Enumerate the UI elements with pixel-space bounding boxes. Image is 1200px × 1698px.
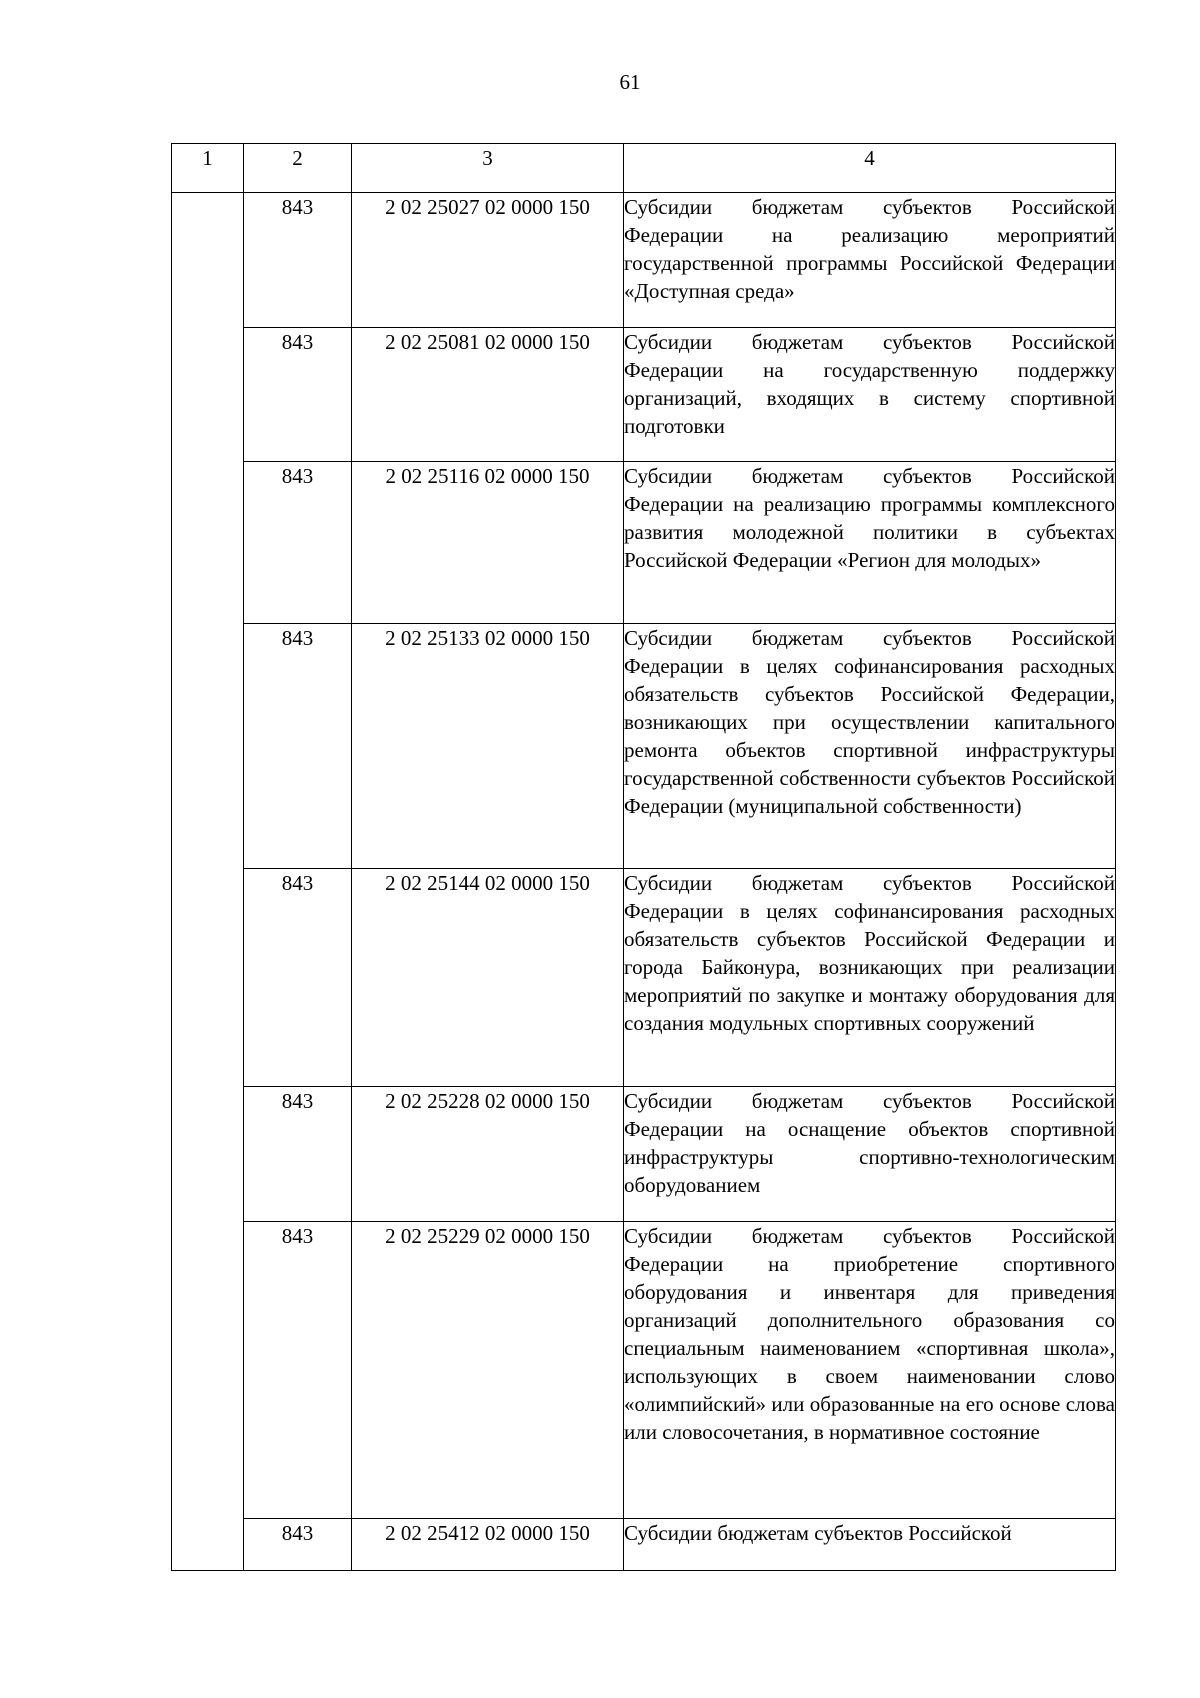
column-header-3: 3 [352,144,624,193]
description-cell: Субсидии бюджетам субъектов Российской Федерации на оснащение объектов спортивной инфраструктуры спортивно-технологическим оборудованием [624,1087,1116,1222]
table-row [172,193,1116,328]
description-cell: Субсидии бюджетам субъектов Российской Федерации на реализацию программы комплексного развития молодежной политики в субъектах Российской Федерации «Регион для молодых» [624,462,1116,624]
description-cell: Субсидии бюджетам субъектов Российской Федерации на приобретение спортивного оборудования и инвентаря для приведения организаций дополнительного образования со специальным наименованием «спортивная школа», использующих в своем наименовании слово «олимпийский» или образованные на его основе слова или словосочетания, в нормативное состояние [624,1222,1116,1519]
admin-code-cell: 843 [244,1519,352,1571]
budget-code-cell: 2 02 25027 02 0000 150 [352,193,624,328]
admin-code-cell: 843 [244,1087,352,1222]
admin-code-cell: 843 [244,1222,352,1519]
budget-table [171,143,1116,1571]
description-cell: Субсидии бюджетам субъектов Российской Федерации на государственную поддержку организаций, входящих в систему спортивной подготовки [624,328,1116,462]
column-header-4: 4 [624,144,1116,193]
description-cell: Субсидии бюджетам субъектов Российской Федерации в целях софинансирования расходных обязательств субъектов Российской Федерации, возникающих при осуществлении капитального ремонта объектов спортивной инфраструктуры государственной собственности субъектов Российской Федерации (муниципальной собственности) [624,624,1116,869]
column-header-1: 1 [172,144,244,193]
admin-code-cell: 843 [244,193,352,328]
table-row [172,869,1116,1087]
column-1-cell [172,193,244,1571]
description-cell: Субсидии бюджетам субъектов Российской Федерации на реализацию мероприятий государственной программы Российской Федерации «Доступная среда» [624,193,1116,328]
budget-code-cell: 2 02 25116 02 0000 150 [352,462,624,624]
table-row [172,1519,1116,1571]
budget-code-cell: 2 02 25081 02 0000 150 [352,328,624,462]
budget-code-cell: 2 02 25144 02 0000 150 [352,869,624,1087]
admin-code-cell: 843 [244,869,352,1087]
table-row [172,1222,1116,1519]
budget-code-cell: 2 02 25133 02 0000 150 [352,624,624,869]
table-row [172,1087,1116,1222]
admin-code-cell: 843 [244,462,352,624]
page-number: 61 [619,70,641,94]
column-header-2: 2 [244,144,352,193]
table-row [172,328,1116,462]
admin-code-cell: 843 [244,328,352,462]
description-cell: Субсидии бюджетам субъектов Российской Федерации в целях софинансирования расходных обязательств субъектов Российской Федерации и города Байконура, возникающих при реализации мероприятий по закупке и монтажу оборудования для создания модульных спортивных сооружений [624,869,1116,1087]
table-header-row [172,144,1116,193]
budget-code-cell: 2 02 25412 02 0000 150 [352,1519,624,1571]
admin-code-cell: 843 [244,624,352,869]
table-row [172,462,1116,624]
budget-code-cell: 2 02 25228 02 0000 150 [352,1087,624,1222]
budget-code-cell: 2 02 25229 02 0000 150 [352,1222,624,1519]
description-cell: Субсидии бюджетам субъектов Российской [624,1519,1116,1571]
table-row [172,624,1116,869]
